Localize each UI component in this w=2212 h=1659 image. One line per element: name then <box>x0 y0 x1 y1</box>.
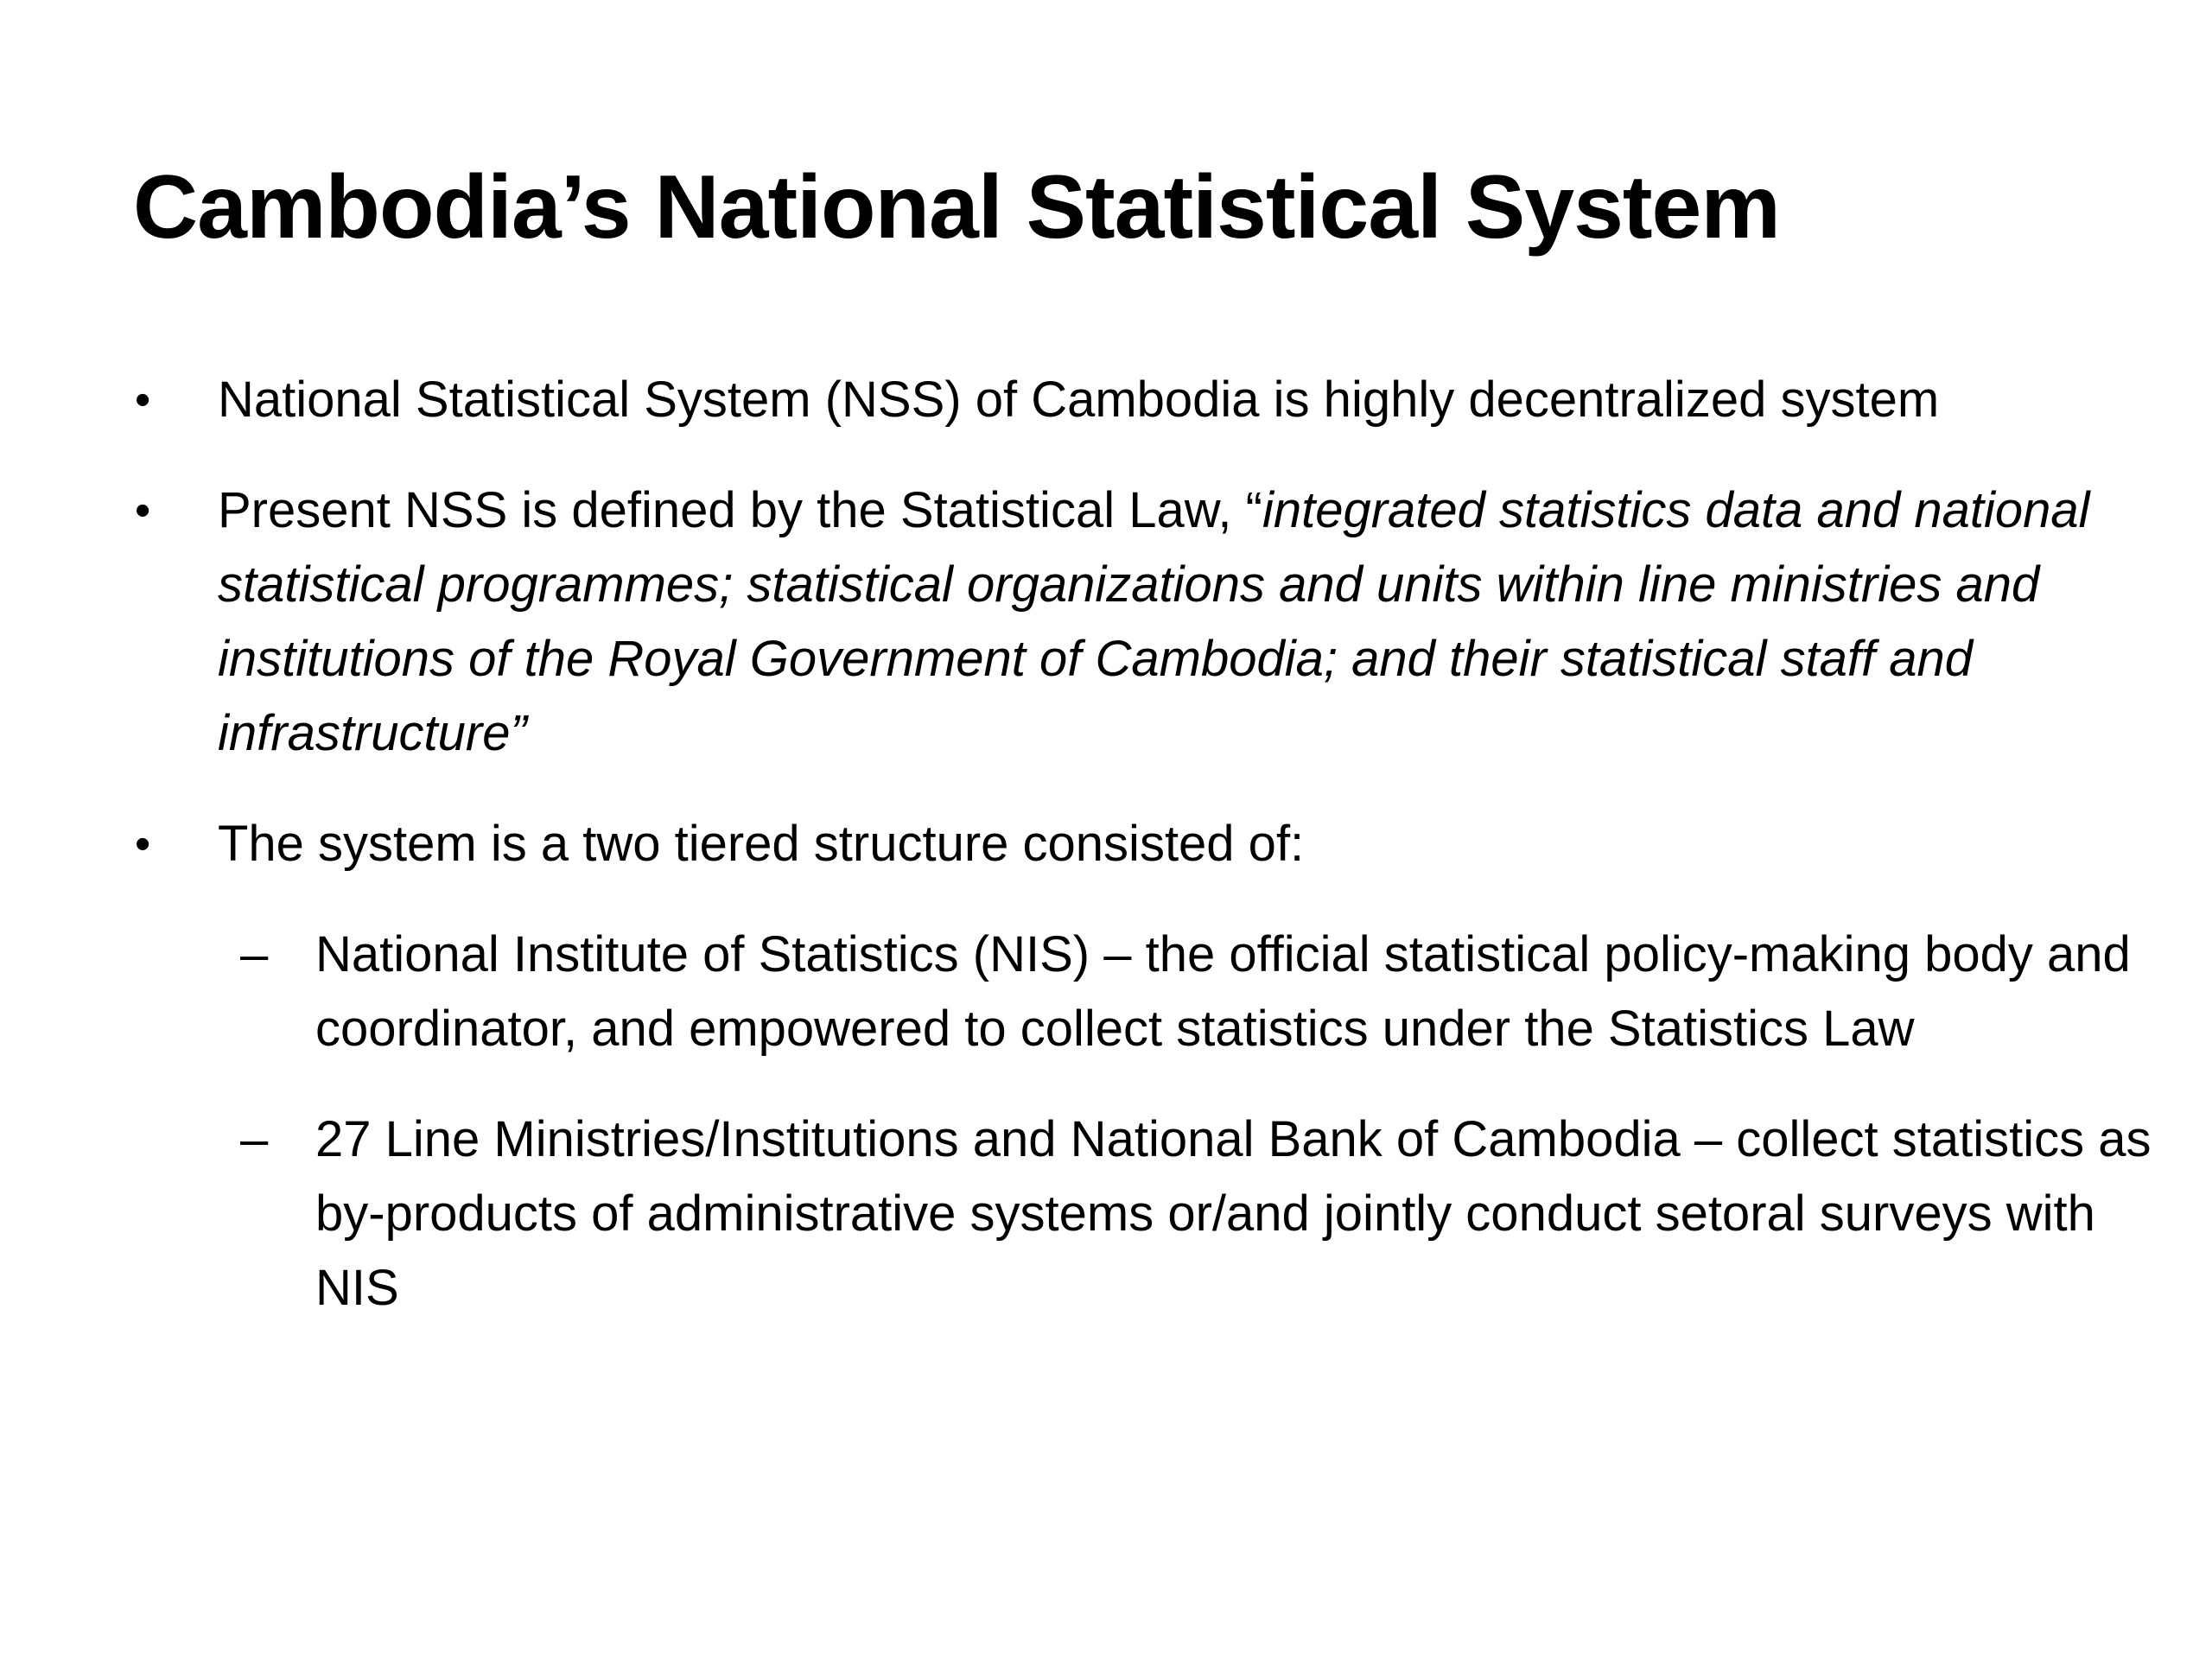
sub-bullet-text: 27 Line Ministries/Institutions and National Bank of Cambodia – collect statistics as by-products of administrative systems or/and jointly conduct setoral surveys with NIS <box>315 1111 2152 1316</box>
bullet-item <box>130 807 2169 881</box>
sub-bullet-item <box>130 1103 2169 1325</box>
sub-bullet-item <box>130 918 2169 1066</box>
bullet-text: Present NSS is defined by the Statistical Law, “ <box>218 482 1262 538</box>
bullet-list <box>130 363 2169 1362</box>
bullet-text: The system is a two tiered structure consisted of: <box>218 816 1305 872</box>
bullet-text: National Statistical System (NSS) of Cambodia is highly decentralized system <box>218 372 1940 428</box>
dash-marker: – <box>240 1111 269 1167</box>
sub-bullet-text: National Institute of Statistics (NIS) – the official statistical policy-making body and coordinator, and empowered to collect statistics under the Statistics Law <box>315 926 2131 1057</box>
dash-marker: – <box>240 926 269 982</box>
bullet-item <box>130 474 2169 771</box>
bullet-item <box>130 363 2169 437</box>
bullet-marker: • <box>135 375 151 425</box>
bullet-marker: • <box>135 819 151 869</box>
bullet-marker: • <box>135 486 151 536</box>
bullet-text-italic: integrated statistics data and national statistical programmes; statistical organizations and units within line ministries and institutions of the Royal Government of Cambodia; and their statistical staff and infrastructure” <box>218 482 2090 761</box>
slide-title: Cambodia’s National Statistical System <box>133 157 1780 257</box>
